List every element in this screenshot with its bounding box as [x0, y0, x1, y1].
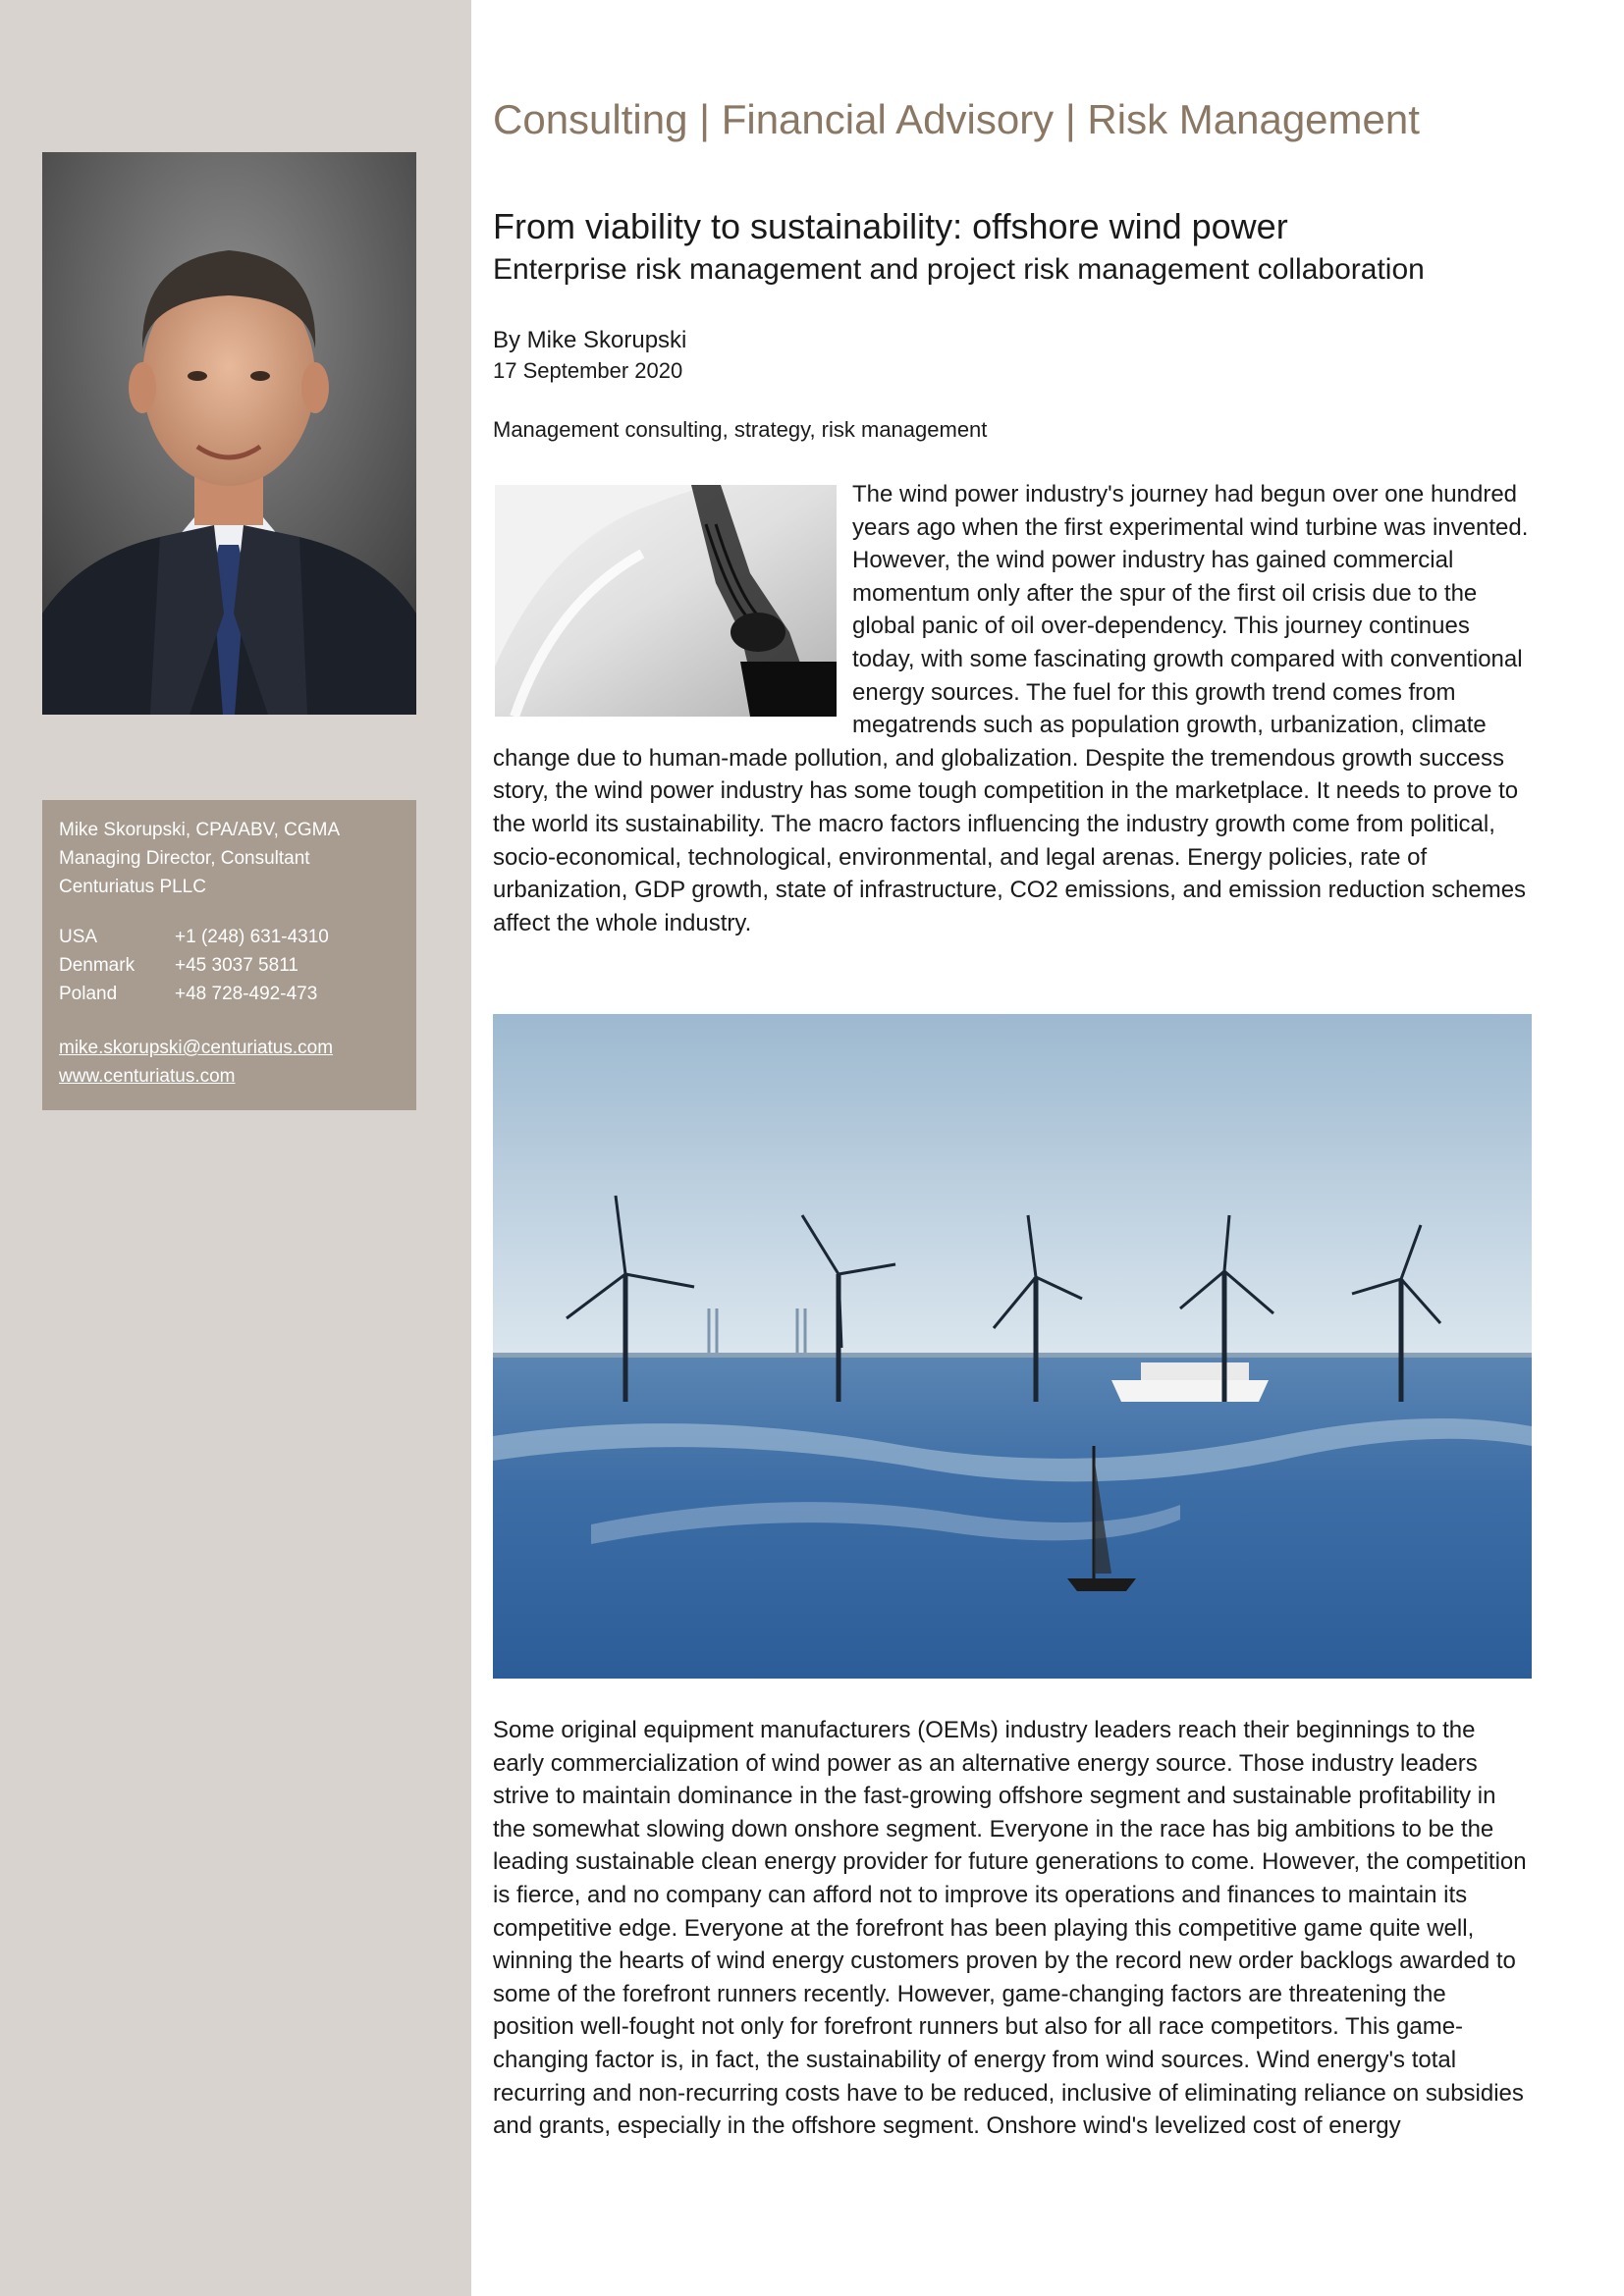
phone-number[interactable]: +1 (248) 631-4310	[175, 927, 329, 947]
light-bulb-image	[495, 485, 837, 717]
sidebar	[0, 0, 471, 2296]
light-bulb-illustration	[495, 485, 837, 717]
phone-row-denmark	[59, 951, 400, 980]
contact-company: Centuriatus PLLC	[59, 877, 206, 897]
phone-country: Denmark	[59, 955, 135, 976]
paragraph-1-text: The wind power industry's journey had begun over one hundred years ago when the first experimental wind turbine was invented. However, the wind power industry has gained commercial momentum only after the spur of the first oil crisis due to the global panic of oil over-dependency. This journey continues today, with some fascinating growth compared with conventional energy sources. The fuel for this growth trend comes from megatrends such as population growth, urbanization, climate change due to human-made pollution, and globalization. Despite the tremendous growth success story, the wind power industry has some tough competition in the marketplace. It needs to prove to the world its sustainability. The macro factors influencing the industry growth come from political, socio-economical, technological, environmental, and legal arenas. Energy policies, rate of urbanization, GDP growth, state of infrastructure, CO2 emissions, and emission reduction schemes affect the whole industry.	[493, 481, 1529, 936]
article-paragraph-2: Some original equipment manufacturers (OEMs) industry leaders reach their beginnings to the early commercialization of wind power as an alternative energy source. Those industry leaders strive to maintain dominance in the fast-growing offshore segment and sustainable profitability in the somewhat slowing down onshore segment. Everyone in the race has big ambitions to be the leading sustainable clean energy provider for future generations to come. However, the competition is fierce, and no company can afford not to improve its operations and finances to maintain its competitive edge. Everyone at the forefront has been playing this competitive game quite well, winning the hearts of wind energy customers proven by the record new order backlogs awarded to some of the forefront runners recently. However, game-changing factors are threatening the position well-fought not only for forefront runners but also for all race competitors. This game-changing factor is, in fact, the sustainability of energy from wind sources. Wind energy's total recurring and non-recurring costs have to be reduced, inclusive of eliminating reliance on subsidies and grants, especially in the offshore segment. Onshore wind's levelized cost of energy	[493, 1717, 1527, 2140]
author-portrait	[42, 152, 416, 715]
website-link[interactable]: www.centuriatus.com	[59, 1066, 236, 1087]
phone-number[interactable]: +45 3037 5811	[175, 955, 298, 976]
contact-role: Managing Director, Consultant	[59, 848, 310, 869]
contact-name: Mike Skorupski, CPA/ABV, CGMA	[59, 820, 341, 840]
article-date: 17 September 2020	[493, 358, 683, 383]
phone-country: Poland	[59, 984, 118, 1004]
article-paragraph-1	[493, 478, 1532, 939]
phone-row-usa	[59, 923, 400, 951]
article-title: From viability to sustainability: offshore wind power	[493, 206, 1288, 246]
article-tags: Management consulting, strategy, risk management	[493, 417, 988, 442]
portrait-illustration	[42, 152, 416, 715]
wind-farm-illustration	[493, 1014, 1532, 1679]
contact-card	[42, 800, 416, 1110]
article-byline: By Mike Skorupski	[493, 327, 687, 353]
email-link[interactable]: mike.skorupski@centuriatus.com	[59, 1038, 334, 1058]
phone-number[interactable]: +48 728-492-473	[175, 984, 318, 1004]
page-tagline: Consulting | Financial Advisory | Risk Management	[493, 96, 1420, 142]
article-subtitle: Enterprise risk management and project risk management collaboration	[493, 253, 1425, 286]
phone-country: USA	[59, 927, 98, 947]
phone-row-poland	[59, 980, 400, 1008]
offshore-wind-photo	[493, 1014, 1532, 1679]
